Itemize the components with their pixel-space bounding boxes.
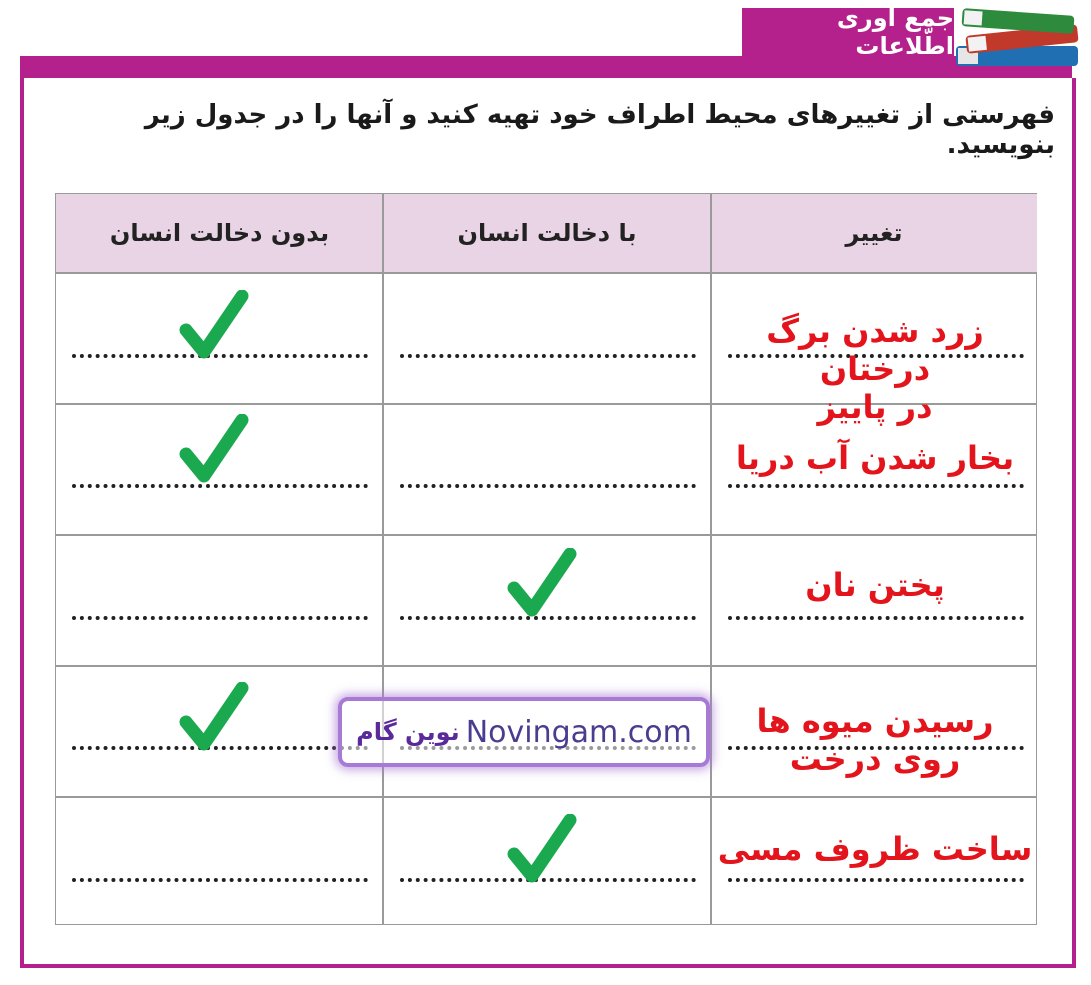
row-divider xyxy=(56,796,1036,798)
books-icon xyxy=(948,0,1086,72)
check-mark-icon xyxy=(178,682,250,754)
answer-line xyxy=(400,354,696,358)
answer-line xyxy=(400,484,696,488)
row-divider xyxy=(56,534,1036,536)
answer-line xyxy=(728,878,1024,882)
change-line: زرد شدن برگ درختان xyxy=(766,312,984,388)
change-text xyxy=(716,830,1034,868)
column-divider xyxy=(710,194,712,924)
change-line: روی درخت xyxy=(789,740,961,778)
answer-line xyxy=(728,616,1024,620)
header-without-human: بدون دخالت انسان xyxy=(56,194,383,272)
row-divider xyxy=(56,272,1036,274)
watermark-brand: نوین گام xyxy=(356,718,460,746)
change-text xyxy=(716,702,1034,778)
change-line: پختن نان xyxy=(805,566,945,604)
change-text xyxy=(716,439,1034,477)
change-line: رسیدن میوه ها xyxy=(756,702,994,740)
column-divider xyxy=(382,194,384,924)
row-divider xyxy=(56,665,1036,667)
answer-line xyxy=(728,484,1024,488)
check-mark-icon xyxy=(506,548,578,620)
check-mark-icon xyxy=(178,290,250,362)
answer-line xyxy=(72,878,368,882)
change-text xyxy=(716,566,1034,604)
change-text xyxy=(716,312,1034,426)
section-title: جمع آوری اطّلاعات xyxy=(836,4,954,60)
changes-table xyxy=(55,193,1037,925)
answer-line xyxy=(72,616,368,620)
change-line: ساخت ظروف مسی xyxy=(717,830,1033,868)
header-with-human: با دخالت انسان xyxy=(383,194,711,272)
change-line: در پاییز xyxy=(817,388,933,426)
watermark-url: Novingam.com xyxy=(465,714,692,750)
check-mark-icon xyxy=(506,814,578,886)
watermark xyxy=(338,697,710,767)
section-title-tab xyxy=(742,4,954,60)
check-mark-icon xyxy=(178,414,250,486)
header-change: تغییر xyxy=(711,194,1037,272)
instruction-text: فهرستی از تغییرهای محیط اطراف خود تهیه کنید و آنها را در جدول زیر بنویسید. xyxy=(144,100,1055,160)
change-line: بخار شدن آب دریا xyxy=(735,439,1015,477)
